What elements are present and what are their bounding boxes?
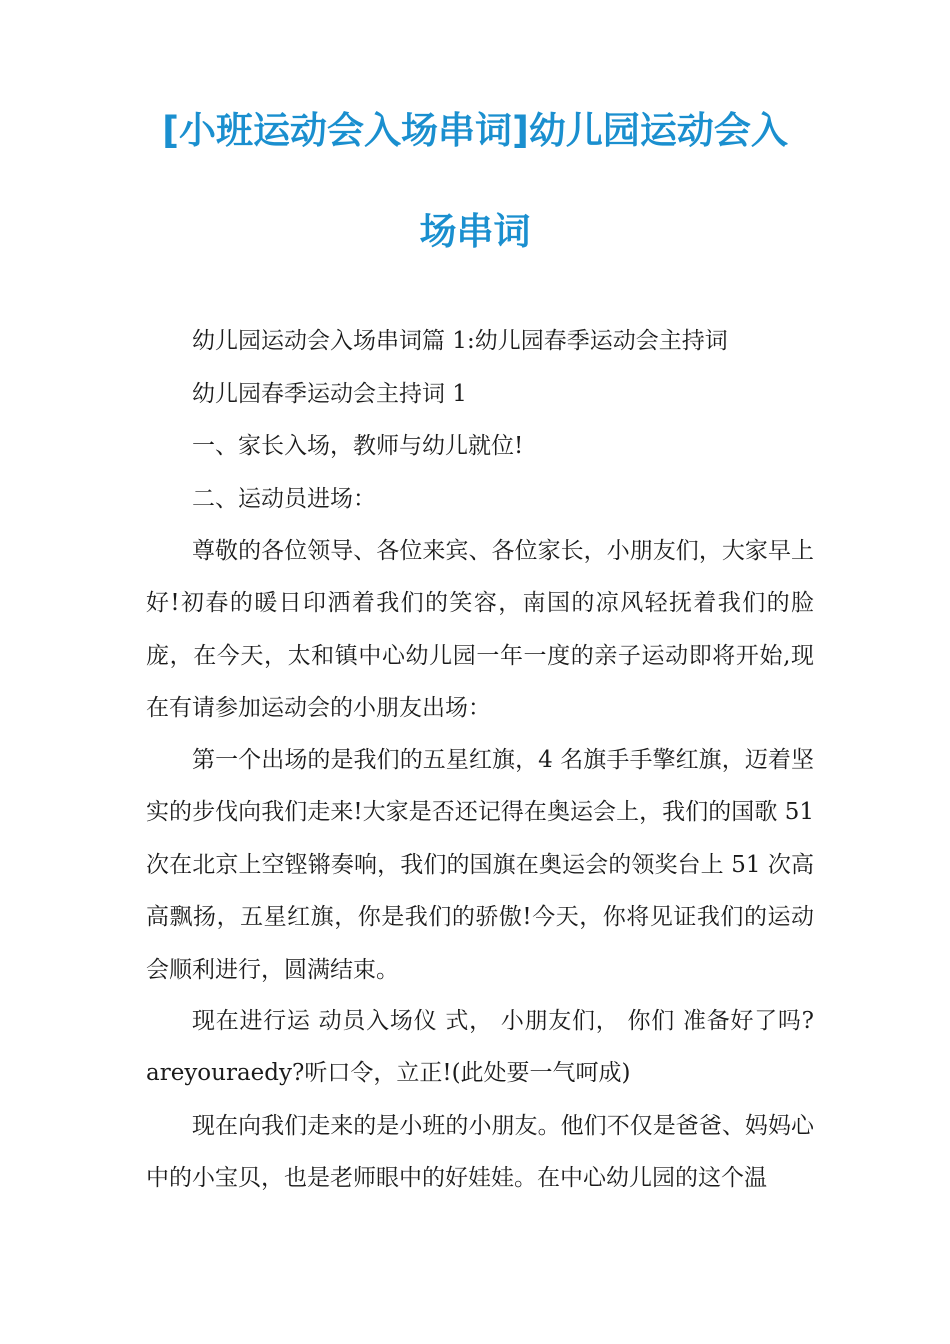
paragraph-2: 幼儿园春季运动会主持词 1 — [192, 381, 467, 407]
paragraph-8: 现在向我们走来的是小班的小朋友。他们不仅是爸爸、妈妈心中的小宝贝，也是老师眼中的好娃娃。在中心幼儿园的这个温 — [146, 1113, 814, 1192]
paragraph-5: 尊敬的各位领导、各位来宾、各位家长，小朋友们，大家早上好!初春的暖日印洒着我们的笑容，南国的凉风轻抚着我们的脸庞，在今天，太和镇中心幼儿园一年一度的亲子运动即将开始,现在有请参加运动会的小朋友出场： — [146, 538, 814, 722]
document-title-line-1: [小班运动会入场串词]幼儿园运动会入 — [162, 109, 788, 152]
paragraph-3: 一、家长入场，教师与幼儿就位! — [192, 433, 524, 459]
document-title-line-2: 场串词 — [419, 210, 531, 253]
paragraph-4: 二、运动员进场： — [192, 486, 376, 512]
paragraph-6: 第一个出场的是我们的五星红旗，4 名旗手手擎红旗，迈着坚实的步伐向我们走来!大家是否还记得在奥运会上，我们的国歌 51 次在北京上空铿锵奏响，我们的国旗在奥运会的领奖台上 51 次高高飘扬，五星红旗，你是我们的骄傲!今天，你将见证我们的运动会顺利进行，圆满结束。 — [146, 747, 814, 983]
paragraph-7: 现在进行运 动员入场仪 式， 小朋友们， 你们 准备好了吗?areyouraedy?听口令，立正!(此处要一气呵成) — [146, 1008, 814, 1087]
paragraph-1: 幼儿园运动会入场串词篇 1:幼儿园春季运动会主持词 — [192, 328, 728, 354]
